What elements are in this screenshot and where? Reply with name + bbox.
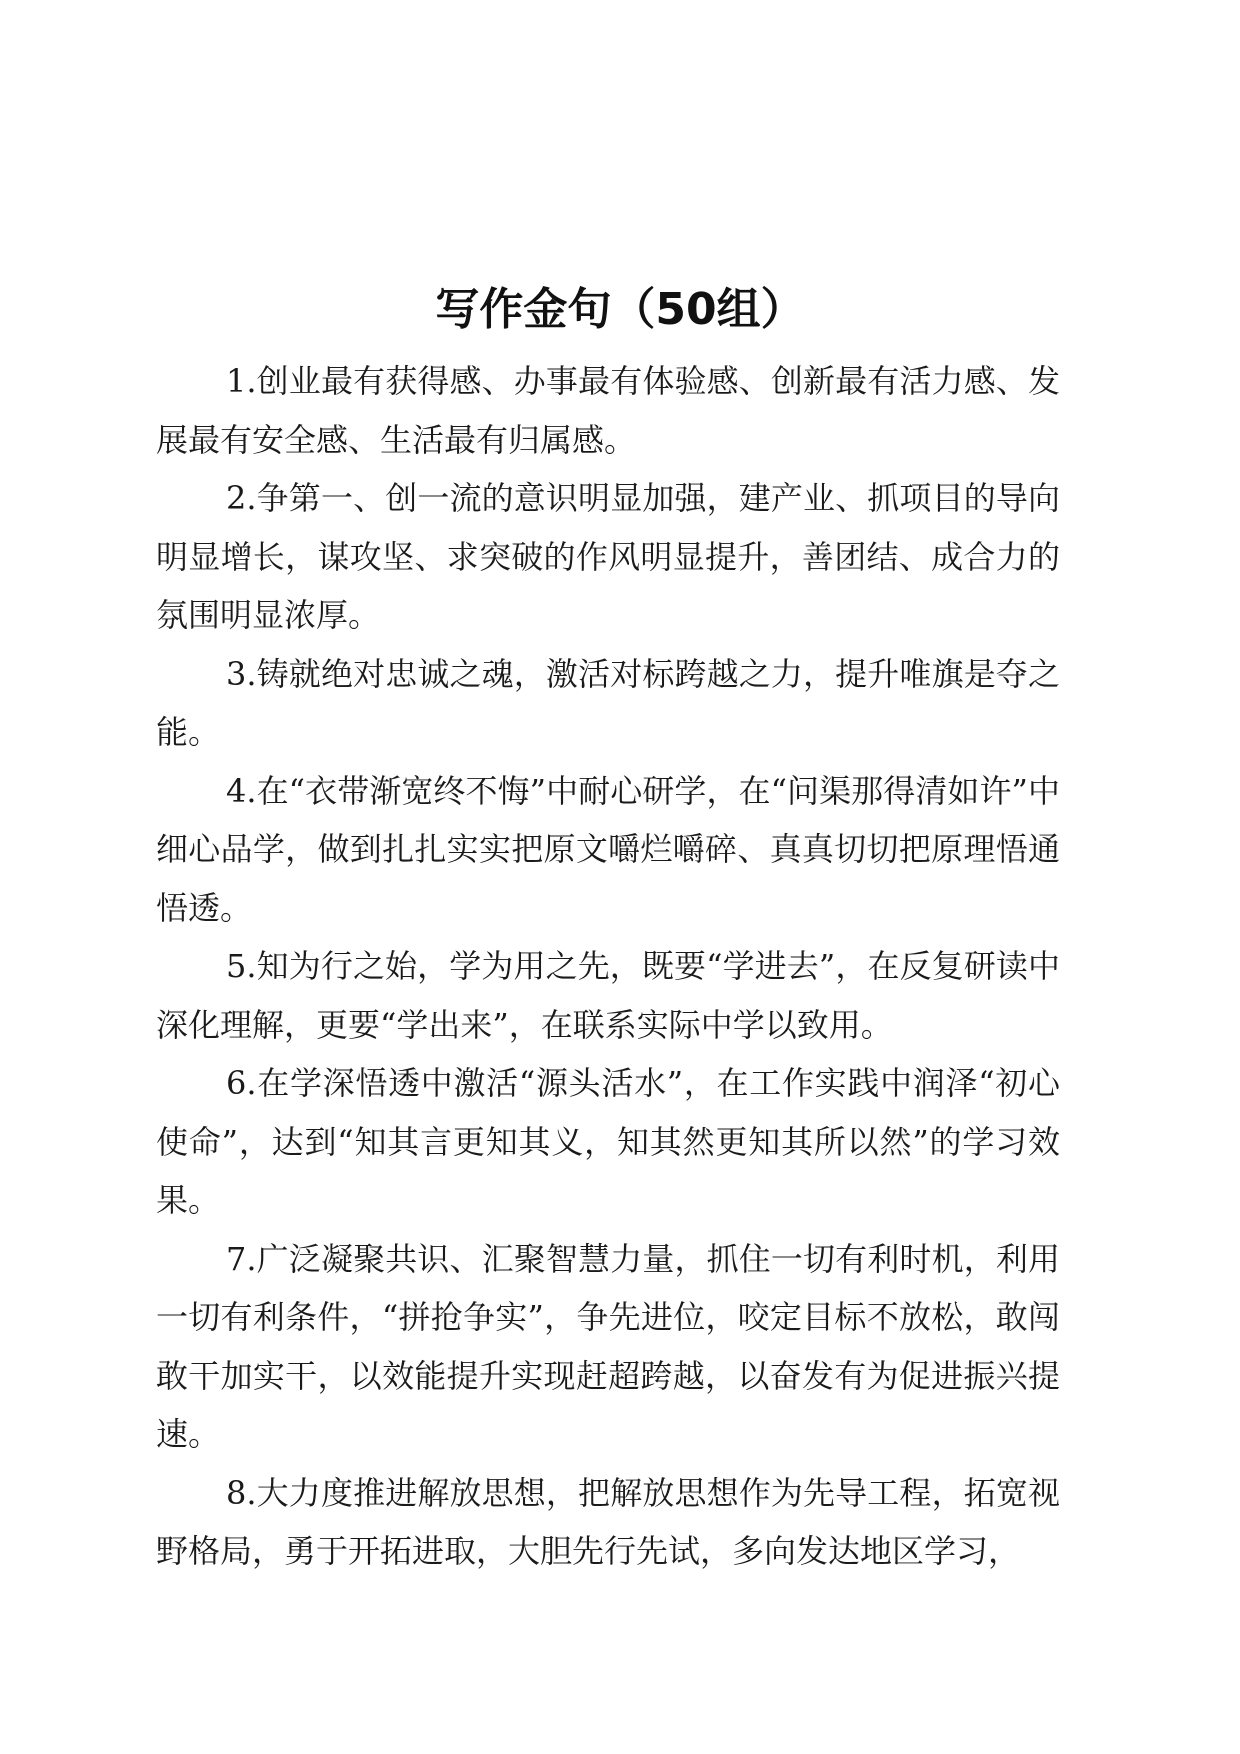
document-body bbox=[156, 352, 1060, 1581]
document-title: 写作金句（50组） bbox=[435, 284, 805, 335]
paragraph-8: 8.大力度推进解放思想，把解放思想作为先导工程，拓宽视野格局，勇于开拓进取，大胆先行先试，多向发达地区学习， bbox=[156, 1473, 1060, 1570]
paragraph-3: 3.铸就绝对忠诚之魂，激活对标跨越之力，提升唯旗是夺之能。 bbox=[156, 654, 1060, 751]
paragraph-5: 5.知为行之始，学为用之先，既要“学进去”，在反复研读中深化理解，更要“学出来”，在联系实际中学以致用。 bbox=[156, 947, 1060, 1044]
paragraph-6: 6.在学深悟透中激活“源头活水”，在工作实践中润泽“初心使命”，达到“知其言更知其义，知其然更知其所以然”的学习效果。 bbox=[156, 1064, 1060, 1219]
paragraph-4: 4.在“衣带渐宽终不悔”中耐心研学，在“问渠那得清如许”中细心品学，做到扎扎实实把原文嚼烂嚼碎、真真切切把原理悟通悟透。 bbox=[156, 771, 1060, 927]
paragraph-7: 7.广泛凝聚共识、汇聚智慧力量，抓住一切有利时机，利用一切有利条件，“拼抢争实”，争先进位，咬定目标不放松，敢闯敢干加实干，以效能提升实现赶超跨越，以奋发有为促进振兴提速。 bbox=[156, 1239, 1060, 1453]
paragraph-1: 1.创业最有获得感、办事最有体验感、创新最有活力感、发展最有安全感、生活最有归属感。 bbox=[156, 362, 1060, 459]
paragraph-2: 2.争第一、创一流的意识明显加强，建产业、抓项目的导向明显增长，谋攻坚、求突破的作风明显提升，善团结、成合力的氛围明显浓厚。 bbox=[156, 479, 1060, 634]
